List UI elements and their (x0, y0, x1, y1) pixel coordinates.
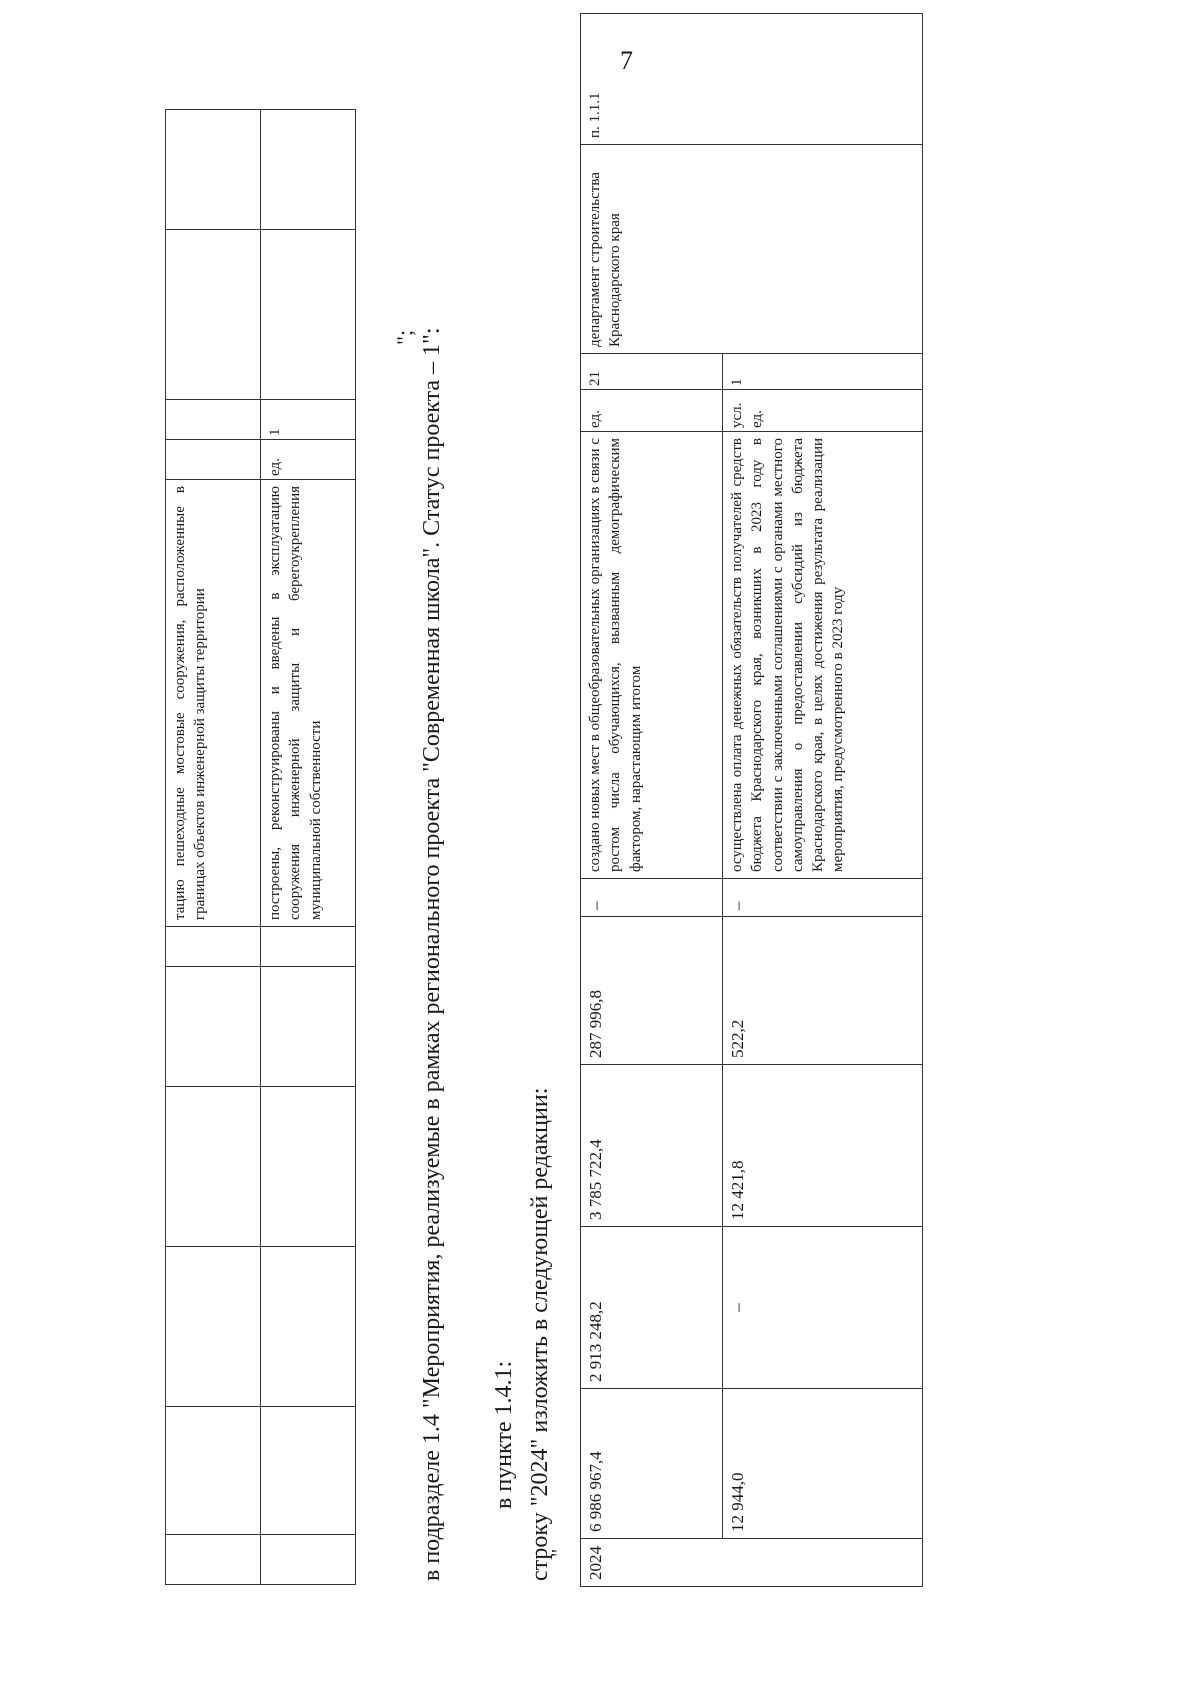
row1-col3: 3 785 722,4 (581, 1065, 723, 1227)
row1-unit: ед. (581, 390, 723, 432)
row2-col4: 522,2 (723, 917, 923, 1065)
closing-quote: "; (392, 329, 417, 345)
continuation-table (165, 109, 356, 1585)
reference-cell: п. 1.1.1 (581, 14, 923, 145)
row1-col4: 287 996,8 (581, 917, 723, 1065)
executor-cell: департамент строительства Краснодарского края (581, 145, 923, 354)
year-cell: 2024 (581, 1539, 923, 1587)
table1-row2-value: 1 (261, 400, 356, 440)
row1-col2: 2 913 248,2 (581, 1227, 723, 1389)
row2-total: 12 944,0 (723, 1389, 923, 1539)
row2-unit: усл. ед. (723, 390, 923, 432)
table1-row1-text: тацию пешеходные мостовые сооружения, расположенные в границах объектов инженерной защиты территории (166, 480, 261, 927)
row1-value: 21 (581, 354, 723, 390)
row2-col3: 12 421,8 (723, 1065, 923, 1227)
row2-col2: – (723, 1227, 923, 1389)
opening-quote: " (548, 1548, 570, 1557)
row2-result: осуществлена оплата денежных обязательств получателей средств бюджета Краснодарского края, возникших в 2023 году в соответствии с заключенными соглашениями с органами местного самоуправления о предоставлении субсидий из бюджета Краснодарского края, в целях достижения результата реализации мероприятия, предусмотренного в 2023 году (723, 432, 923, 879)
paragraph-line2: в пункте 1.4.1: (491, 1360, 517, 1509)
paragraph-line3: строку "2024" изложить в следующей редакции: (527, 1087, 553, 1581)
row1-result: создано новых мест в общеобразовательных организациях в связи с ростом числа обучающихся, вызванным демографическим фактором, нарастающим итогом (581, 432, 723, 879)
page-number: 7 (620, 46, 633, 75)
row1-col5: – (581, 879, 723, 917)
table1-row2-unit: ед. (261, 440, 356, 480)
table1-row2-text: построены, реконструированы и введены в эксплуатацию сооружения инженерной защиты и берегоукрепления муниципальной собственности (261, 480, 356, 927)
row-2024-table (580, 13, 923, 1587)
paragraph-line1: в подразделе 1.4 "Мероприятия, реализуемые в рамках регионального проекта "Современная школа". Статус проекта – 1": (419, 327, 445, 1581)
row2-col5: – (723, 879, 923, 917)
row1-total: 6 986 967,4 (581, 1389, 723, 1539)
row2-value: 1 (723, 354, 923, 390)
